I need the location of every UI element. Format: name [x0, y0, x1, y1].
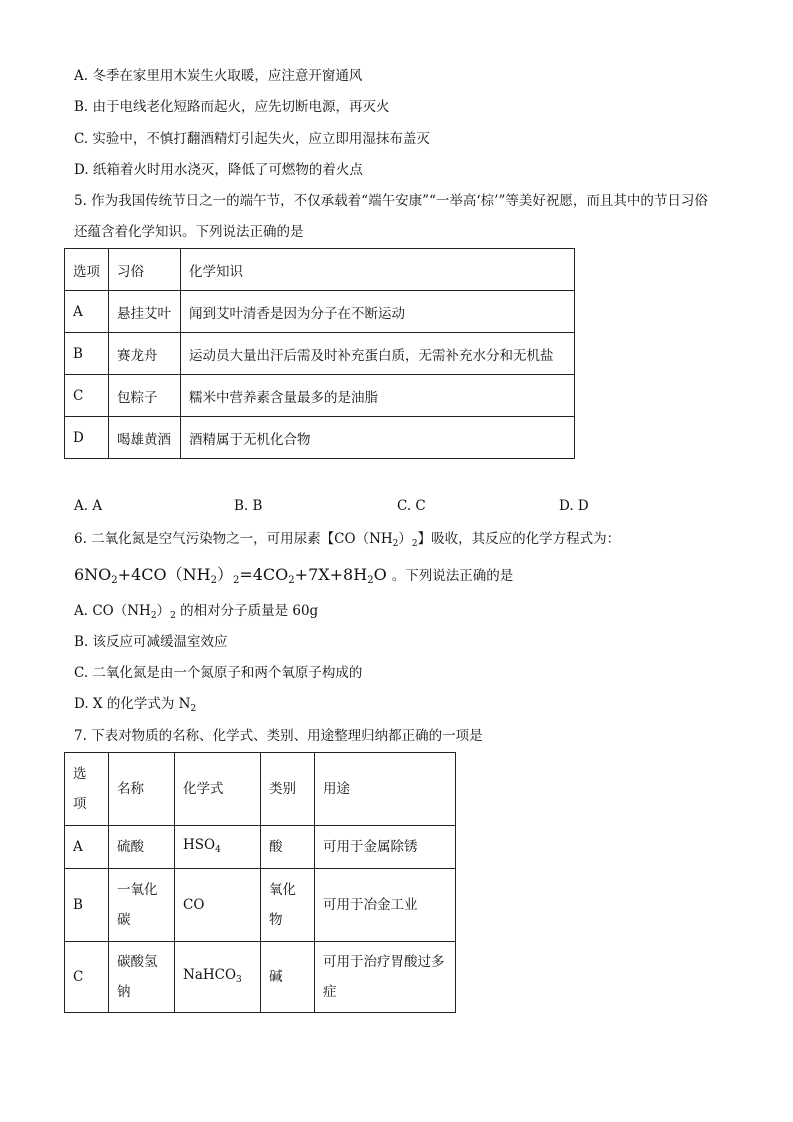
row-knowledge: 糯米中营养素含量最多的是油脂 — [181, 375, 575, 417]
table-header-row — [65, 753, 456, 826]
q5-option-b: B. B — [234, 498, 263, 514]
table-row — [65, 417, 575, 459]
header-category: 类别 — [261, 753, 315, 826]
row-name: 碳酸氢 钠 — [109, 942, 175, 1013]
q7-table — [64, 752, 456, 1013]
row-option: B — [65, 869, 109, 942]
row-name: 一氧化 碳 — [109, 869, 175, 942]
q4-option-a: A. 冬季在家里用木炭生火取暖，应注意开窗通风 — [74, 68, 363, 84]
header-name: 名称 — [109, 753, 175, 826]
q6-option-c: C. 二氧化氮是由一个氮原子和两个氧原子构成的 — [74, 665, 363, 681]
q5-option-c: C. C — [397, 498, 426, 514]
table-header-row — [65, 249, 575, 291]
row-custom: 悬挂艾叶 — [109, 291, 181, 333]
q7-stem: 7. 下表对物质的名称、化学式、类别、用途整理归纳都正确的一项是 — [74, 728, 483, 744]
q5-options — [74, 498, 634, 516]
q5-stem-line1: 5. 作为我国传统节日之一的端午节，不仅承载着“端午安康”“一举高‘棕’”等美好祝愿，而且其中的节日习俗 — [74, 193, 708, 209]
row-option: A — [65, 291, 109, 333]
row-category: 碱 — [261, 942, 315, 1013]
header-option: 选 项 — [65, 753, 109, 826]
row-use: 可用于治疗胃酸过多 症 — [315, 942, 456, 1013]
table-row — [65, 333, 575, 375]
header-option: 选项 — [65, 249, 109, 291]
row-custom: 喝雄黄酒 — [109, 417, 181, 459]
q6-equation-tail: 。下列说法正确的是 — [391, 568, 514, 584]
row-knowledge: 酒精属于无机化合物 — [181, 417, 575, 459]
q4-option-d: D. 纸箱着火时用水浇灭，降低了可燃物的着火点 — [74, 162, 363, 178]
q6-option-d: D. X 的化学式为 $N_2$ — [74, 696, 197, 714]
row-option: B — [65, 333, 109, 375]
header-formula: 化学式 — [175, 753, 261, 826]
header-knowledge: 化学知识 — [181, 249, 575, 291]
row-option: D — [65, 417, 109, 459]
row-use: 可用于冶金工业 — [315, 869, 456, 942]
header-custom: 习俗 — [109, 249, 181, 291]
q5-stem-line2: 还蕴含着化学知识。下列说法正确的是 — [74, 224, 304, 240]
row-option: C — [65, 375, 109, 417]
row-custom: 包粽子 — [109, 375, 181, 417]
table-row — [65, 291, 575, 333]
q4-option-c: C. 实验中，不慎打翻酒精灯引起失火，应立即用湿抹布盖灭 — [74, 131, 430, 147]
row-category: 氧化 物 — [261, 869, 315, 942]
row-category: 酸 — [261, 826, 315, 869]
row-formula: CO — [175, 869, 261, 942]
row-formula: NaHCO$_3$ — [175, 942, 261, 1013]
row-use: 可用于金属除锈 — [315, 826, 456, 869]
row-knowledge: 运动员大量出汗后需及时补充蛋白质，无需补充水分和无机盐 — [181, 333, 575, 375]
q5-table — [64, 248, 575, 459]
table-row — [65, 869, 456, 942]
row-knowledge: 闻到艾叶清香是因为分子在不断运动 — [181, 291, 575, 333]
q6-option-b: B. 该反应可减缓温室效应 — [74, 634, 228, 650]
q6-chemical-equation: $6NO_2+4CO(NH_2)_2=4CO_2+7X+8H_2O$ 。下列说法正确的是 — [74, 565, 514, 586]
row-option: A — [65, 826, 109, 869]
table-row — [65, 375, 575, 417]
q4-option-b: B. 由于电线老化短路而起火，应先切断电源，再灭火 — [74, 99, 390, 115]
row-custom: 赛龙舟 — [109, 333, 181, 375]
header-use: 用途 — [315, 753, 456, 826]
q6-stem: 6. 二氧化氮是空气污染物之一，可用尿素【$CO(NH_2)_2$】吸收，其反应的化学方程式为： — [74, 531, 621, 549]
q5-option-d: D. D — [559, 498, 589, 514]
table-row — [65, 942, 456, 1013]
q5-option-a: A. A — [74, 498, 103, 514]
table-row — [65, 826, 456, 869]
row-option: C — [65, 942, 109, 1013]
q6-option-a: A. $CO(NH_2)_2$ 的相对分子质量是 60g — [74, 603, 319, 621]
row-formula: $HSO_4$ — [175, 826, 261, 869]
row-name: 硫酸 — [109, 826, 175, 869]
